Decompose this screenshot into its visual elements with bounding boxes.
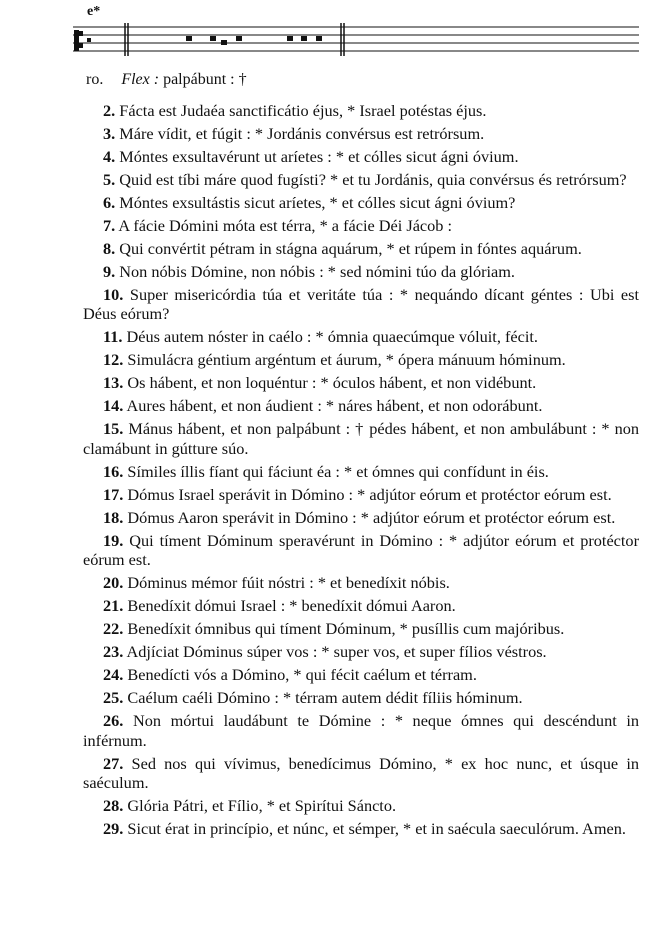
psalm-verse: [83, 101, 639, 120]
psalm-verse: [83, 239, 639, 258]
verse-text: Móntes exsultavérunt ut aríetes : * et cólles sicut ágni óvium.: [115, 147, 519, 166]
verse-text: Benedíxit dómui Israel : * benedíxit dómui Aaron.: [123, 596, 456, 616]
verse-text: Máre vídit, et fúgit : * Jordánis convérsus est retrórsum.: [115, 124, 485, 143]
psalm-verse: [83, 170, 639, 189]
verse-text: Simulácra géntium argéntum et áurum, * ópera mánuum hóminum.: [123, 350, 566, 370]
verse-number: 23.: [103, 642, 124, 662]
verse-text: Dómus Israel sperávit in Dómino : * adjútor eórum et protéctor eórum est.: [123, 484, 612, 504]
psalm-verse: [83, 396, 639, 415]
verse-text: Dómus Aaron sperávit in Dómino : * adjútor eórum et protéctor eórum est.: [123, 507, 616, 527]
verse-number: 22.: [103, 619, 124, 639]
psalm-verse: [83, 642, 639, 661]
verse-number: 2.: [103, 101, 116, 120]
verse-number: 29.: [103, 819, 124, 839]
verse-number: 12.: [103, 350, 124, 370]
psalm-verse: [83, 531, 639, 570]
verse-number: 14.: [103, 396, 124, 416]
verse-number: 11.: [103, 327, 123, 347]
psalm-verse: [83, 796, 639, 815]
note: [236, 36, 242, 41]
note: [221, 40, 227, 45]
psalm-verse: [83, 147, 639, 166]
verse-text: Super misericórdia túa et veritáte túa : * nequándo dícant géntes : Ubi est Déus eórum?: [83, 285, 639, 324]
verse-text: Benedícti vós a Dómino, * qui fécit caélum et térram.: [123, 665, 477, 685]
verse-text: Sicut érat in princípio, et núnc, et sémper, * et in saécula saeculórum. Amen.: [123, 819, 626, 839]
intonation-mark: e*: [87, 4, 101, 19]
psalm-verse: [83, 688, 639, 707]
psalm-verse: [83, 819, 639, 838]
verse-number: 15.: [103, 419, 124, 439]
psalm-verse: [83, 754, 639, 793]
verse-text: Glória Pátri, et Fílio, * et Spirítui Sáncto.: [123, 796, 397, 816]
flex-label: Flex :: [121, 71, 160, 88]
psalm-verse: [83, 327, 639, 346]
verse-text: Déus autem nóster in caélo : * ómnia quaecúmque vóluit, fécit.: [122, 327, 538, 347]
verse-number: 5.: [103, 170, 116, 189]
psalm-verse: [83, 285, 639, 324]
psalm-verse: [83, 573, 639, 592]
verse-number: 18.: [103, 507, 124, 527]
verse-number: 4.: [103, 147, 116, 166]
psalm-verse: [83, 665, 639, 684]
psalm-verse: [83, 373, 639, 392]
psalm-verse: [83, 508, 639, 527]
verse-number: 13.: [103, 373, 124, 393]
verse-text: Qui tíment Dóminum speravérunt in Dómino : * adjútor eórum et protéctor eórum est.: [83, 530, 639, 570]
psalm-verse: [83, 462, 639, 481]
verse-text: Non nóbis Dómine, non nóbis : * sed nómini túo da glóriam.: [115, 262, 515, 281]
verse-text: Os hábent, et non loquéntur : * óculos hábent, et non vidébunt.: [123, 373, 537, 393]
verse-text: Benedíxit ómnibus qui tíment Dóminum, * pusíllis cum majóribus.: [123, 619, 565, 639]
psalm-verse: [83, 262, 639, 281]
verse-number: 9.: [103, 262, 116, 281]
verse-number: 26.: [103, 711, 124, 731]
verse-text: Símiles íllis fíant qui fáciunt éa : * et ómnes qui confídunt in éis.: [123, 461, 549, 481]
verse-text: Mánus hábent, et non palpábunt : † pédes hábent, et non ambulábunt : * non clamábunt in gútture súo.: [83, 419, 639, 458]
verse-number: 10.: [103, 285, 124, 304]
verse-number: 27.: [103, 753, 124, 773]
psalm-verse: [83, 216, 639, 235]
verse-number: 8.: [103, 239, 116, 258]
verse-text: Caélum caéli Dómino : * térram autem dédit fíliis hóminum.: [123, 688, 523, 708]
psalm-verse: [83, 485, 639, 504]
note: [186, 36, 192, 41]
psalm-verse: [83, 193, 639, 212]
note: [287, 36, 293, 41]
verse-text: Qui convértit pétram in stágna aquárum, * et rúpem in fóntes aquárum.: [115, 239, 582, 258]
verse-text: Aures hábent, et non áudient : * náres hábent, et non odorábunt.: [123, 396, 543, 416]
verse-number: 25.: [103, 688, 124, 708]
verse-number: 20.: [103, 573, 124, 593]
verse-number: 3.: [103, 124, 116, 143]
verse-text: Dóminus mémor fúit nóstri : * et benedíxit nóbis.: [123, 573, 450, 593]
psalm-verse: [83, 619, 639, 638]
verse-list: [83, 101, 639, 842]
verse-text: Móntes exsultástis sicut aríetes, * et cólles sicut ágni óvium?: [115, 193, 516, 212]
staff-lines: [73, 27, 639, 51]
note: [301, 36, 307, 41]
verse-text: Quid est tíbi máre quod fugísti? * et tu Jordánis, quia convérsus és retrórsum?: [115, 170, 627, 189]
verse-text: A fácie Dómini móta est térra, * a fácie Déi Jácob :: [115, 216, 453, 235]
chant-staff: [73, 22, 639, 58]
flex-text: palpábunt : †: [163, 71, 247, 88]
verse-number: 17.: [103, 484, 124, 504]
verse-text: Fácta est Judaéa sanctificátio éjus, * Israel potéstas éjus.: [115, 101, 487, 120]
note: [316, 36, 322, 41]
psalm-verse: [83, 419, 639, 458]
verse-text: Sed nos qui vívimus, benedícimus Dómino, * ex hoc nunc, et úsque in saéculum.: [83, 753, 639, 793]
verse-text: Adjíciat Dóminus súper vos : * super vos, et super fílios véstros.: [123, 642, 547, 662]
flex-ending: ro.: [86, 71, 104, 88]
clef-icon: [74, 30, 91, 51]
verse-text: Non mórtui laudábunt te Dómine : * neque ómnes qui descéndunt in inférnum.: [83, 711, 639, 750]
flex-line: [86, 71, 247, 89]
verse-number: 16.: [103, 461, 124, 481]
psalm-verse: [83, 711, 639, 750]
psalm-verse: [83, 596, 639, 615]
verse-number: 21.: [103, 596, 124, 616]
verse-number: 6.: [103, 193, 116, 212]
note: [210, 36, 216, 41]
neume-notes: [186, 36, 322, 45]
psalm-verse: [83, 350, 639, 369]
verse-number: 7.: [103, 216, 116, 235]
psalm-verse: [83, 124, 639, 143]
verse-number: 28.: [103, 796, 124, 816]
verse-number: 19.: [103, 530, 124, 550]
verse-number: 24.: [103, 665, 124, 685]
